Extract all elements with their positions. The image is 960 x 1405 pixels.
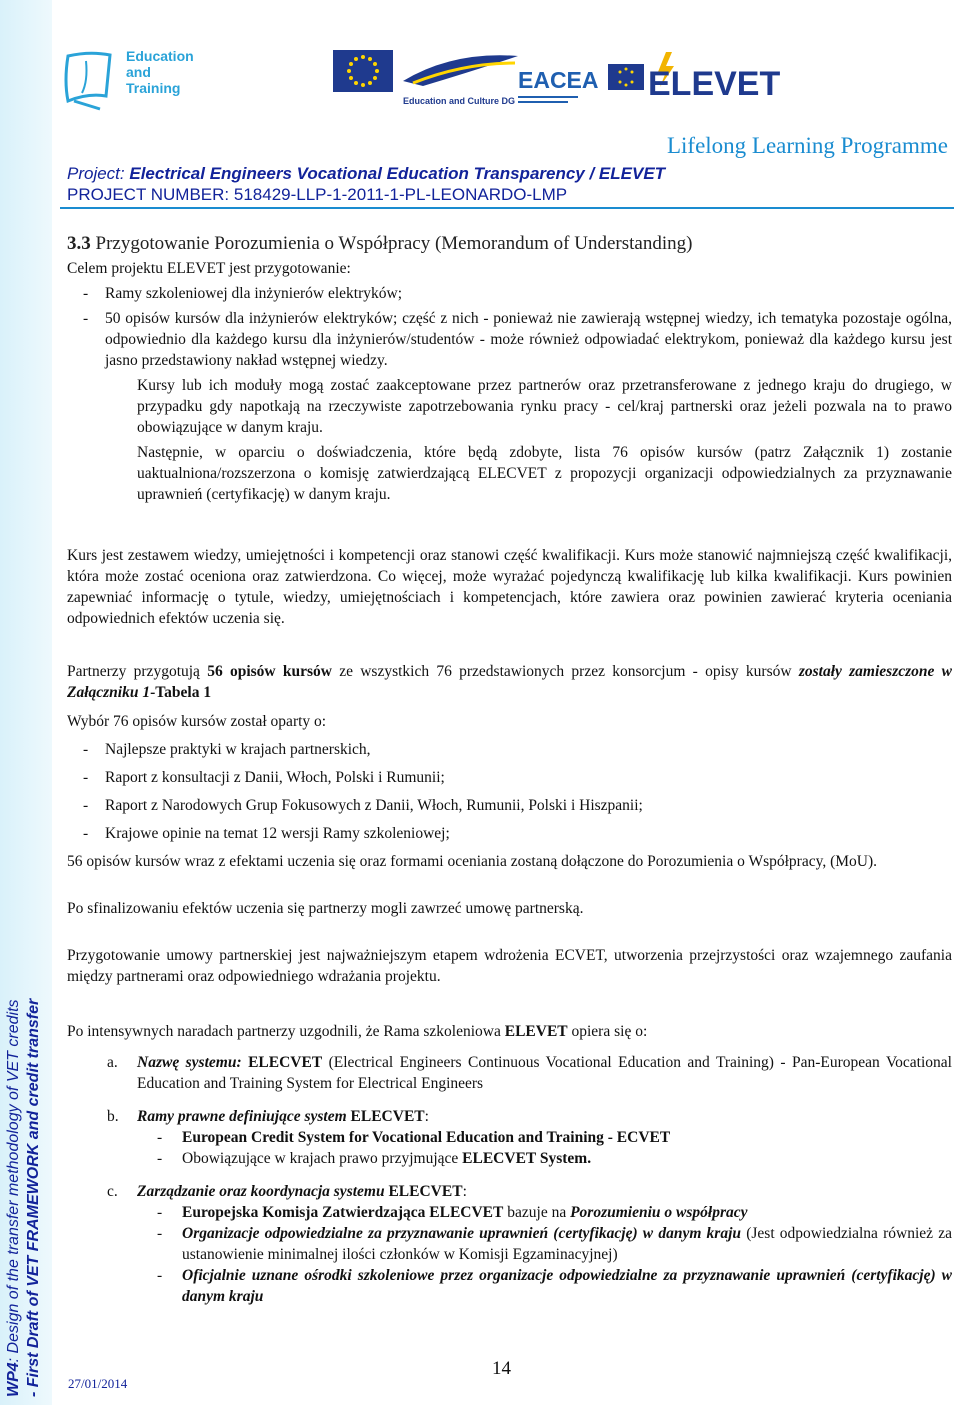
para-mou: 56 opisów kursów wraz z efektami uczenia się oraz formami oceniania zostaną dołączone do Porozumienia o Współpracy, (MoU). (67, 853, 878, 870)
p4-c: ze wszystkich 76 przedstawionych przez konsorcjum - opisy kursów (331, 663, 799, 680)
eac-text: EACEA (518, 67, 599, 93)
llp-title: Lifelong Learning Programme (666, 133, 948, 158)
item-a-bold: ELECVET (241, 1054, 323, 1071)
item-b-italic: Ramy prawne definiujące system (137, 1108, 347, 1125)
item-a-italic: Nazwę systemu: (137, 1054, 242, 1071)
project-name: Electrical Engineers Vocational Education Transparency / ELEVET (129, 164, 666, 183)
p9-a: Po intensywnych naradach partnerzy uzgodnili, że Rama szkoleniowa (67, 1023, 505, 1040)
eu-flag-logo (333, 50, 393, 92)
footer-date: 27/01/2014 (68, 1376, 128, 1391)
item-a-label: a. (107, 1054, 118, 1071)
header-logos (60, 36, 960, 116)
dg-text: Education and Culture DG (403, 96, 516, 106)
p4-e: -Tabela 1 (150, 684, 212, 701)
p9-b: ELEVET (504, 1023, 568, 1040)
selection-item-3: - Raport z Narodowych Grup Fokusowych z Danii, Włoch, Rumunii, Polski i Hiszpanii; (67, 795, 952, 816)
item-b-label: b. (107, 1108, 119, 1125)
education-culture-dg-logo (403, 41, 523, 111)
item-c-sub-1-italic: Porozumieniu o współpracy (570, 1204, 748, 1221)
item-c-sub-1-bold2: ELECVET (425, 1204, 504, 1221)
edu-text-1: Education (126, 48, 194, 64)
item-c-sub-1 (137, 1202, 952, 1223)
section-heading (67, 233, 952, 254)
item-b-bold: ELECVET (346, 1108, 425, 1125)
project-header (67, 163, 665, 205)
eacea-logo (518, 54, 599, 114)
p4-a: Partnerzy przygotują (67, 663, 208, 680)
item-c-text: : (462, 1183, 467, 1200)
sidebar-band (0, 0, 52, 1405)
item-b-sub-1-text: European Credit System for Vocational Education and Training - ECVET (182, 1129, 671, 1146)
project-prefix: Project: (67, 164, 125, 183)
item-c-sub-1-bold: Europejska Komisja Zatwierdzająca (182, 1204, 426, 1221)
selection-item-4: - Krajowe opinie na temat 12 wersji Ramy szkoleniowej; (67, 823, 952, 844)
section-number: 3.3 (67, 233, 91, 254)
item-c-sub-2-italic: Organizacje odpowiedzialne za przyznawanie uprawnień (certyfikację) w danym kraju (182, 1225, 742, 1242)
item-c-sub-2-text: (Jest odpowiedzialna również za ustanowienie minimalnej ilości członków w Komisji Egzaminacyjnej) (182, 1225, 952, 1263)
edu-text-3: Training (126, 80, 181, 96)
item-c (67, 1181, 952, 1202)
item-b (67, 1106, 952, 1127)
item-c-label: c. (107, 1183, 118, 1200)
item-c-bold: ELECVET (384, 1183, 463, 1200)
para-partners-prepare (67, 661, 952, 703)
para-intensive (67, 1021, 952, 1042)
item-c-sub-3-italic: Oficjalnie uznane ośrodki szkoleniowe przez organizacje odpowiedzialne za przyznawanie uprawnień (certyfikację) w danym kraju (182, 1267, 952, 1305)
header-rule (60, 207, 954, 209)
item-c-sub-2 (137, 1223, 952, 1265)
edu-text-2: and (126, 64, 151, 80)
item-a-text: (Electrical Engineers Continuous Vocational Education and Training) - Pan-European Vocational Education and Training System for Electrical Engineers (137, 1054, 952, 1092)
project-number: PROJECT NUMBER: 518429-LLP-1-2011-1-PL-LEONARDO-LMP (67, 185, 568, 204)
goal-item-1: - Ramy szkoleniowej dla inżynierów elektryków; (67, 283, 952, 304)
item-c-italic: Zarządzanie oraz koordynacja systemu (137, 1183, 385, 1200)
sidebar-wp: WP4 (5, 1362, 22, 1397)
elevet-logo (608, 52, 781, 103)
page-number: 14 (492, 1358, 511, 1379)
p9-c: opiera się o: (567, 1023, 648, 1040)
p4-b: 56 opisów kursów (207, 663, 332, 680)
elevet-text: ELEVET (648, 65, 781, 103)
sidebar-vertical-text (4, 247, 52, 1397)
para-course-definition: Kurs jest zestawem wiedzy, umiejętności i kompetencji oraz stanowi część kwalifikacji. Kurs może stanowić najmniejszą część kwalifikacji, która może zostać oceniona oraz zatwierdzona. Co więcej, może wyrażać pojedynczą kwalifikację lub kilka kwalifikacji. Kurs powinien zapewniać informację o tytule, wiedzy, umiejętnościach i kompetencjach, które zawiera oraz powinien zawierać kryteria oceniania odpowiednich efektów uczenia się. (67, 547, 952, 627)
sidebar-line2: - First Draft of VET FRAMEWORK and credit transfer (25, 998, 42, 1397)
para-selection: Wybór 76 opisów kursów został oparty o: (67, 713, 327, 730)
section-title: Przygotowanie Porozumienia o Współpracy (Memorandum of Understanding) (95, 233, 693, 254)
item-b-sub-1 (137, 1127, 952, 1148)
para-next-steps: Następnie, w oparciu o doświadczenia, które będą zdobyte, lista 76 opisów kursów (patrz Załącznik 1) zostanie uaktualniona/rozszerzona o komisję zatwierdzającą ELECVET z propozycji organizacji odpowiedzialnych za przyznawanie uprawnień (certyfikację) w danym kraju. (137, 444, 952, 503)
education-training-logo (60, 41, 200, 116)
item-b-text: : (424, 1108, 429, 1125)
item-b-sub-2-text: Obowiązujące w krajach prawo przyjmujące (182, 1150, 463, 1167)
sidebar-line1: : Design of the transfer methodology of VET credits (5, 999, 22, 1363)
para-agreement: Przygotowanie umowy partnerskiej jest najważniejszym etapem wdrożenia ECVET, utworzenia przejrzystości oraz wzajemnego zaufania między partnerami oraz odpowiedniego wdrażania projektu. (67, 947, 952, 985)
item-c-sub-3 (137, 1265, 952, 1307)
selection-item-2: - Raport z konsultacji z Danii, Włoch, Polski i Rumunii; (67, 767, 952, 788)
para-courses-modules: Kursy lub ich moduły mogą zostać zaakceptowane przez partnerów oraz przetransferowane z jednego kraju do drugiego, w przypadku gdy napotkają na rzeczywiste zapotrzebowania rynku pracy - cel/kraj partnerski oraz jeżeli pozwala na to prawo obowiązujące w danym kraju. (137, 377, 952, 436)
section-3-3 (67, 233, 952, 505)
para-finalizing: Po sfinalizowaniu efektów uczenia się partnerzy mogli zawrzeć umowę partnerską. (67, 900, 584, 917)
goal-item-2: - 50 opisów kursów dla inżynierów elektryków; część z nich - ponieważ nie zawierają wstępnej wiedzy, ich tematyka pozostaje ogólna, odpowiednio dla każdego kursu dla inżynierów/studentów - może również odpowiadać elektrykom, ponieważ dla każdego kursu jest jasno przedstawiony nakład wstępnej wiedzy. (67, 308, 952, 371)
item-b-sub-2-bold: ELECVET System. (462, 1150, 592, 1167)
body-text (67, 545, 952, 1307)
item-a (67, 1052, 952, 1094)
item-b-sub-2 (137, 1148, 952, 1169)
selection-item-1: - Najlepsze praktyki w krajach partnerskich, (67, 739, 952, 760)
p4-d: zostały zamieszczone w Załączniku 1 (67, 663, 952, 701)
item-c-sub-1-text: bazuje na (503, 1204, 571, 1221)
section-intro: Celem projektu ELEVET jest przygotowanie: (67, 260, 351, 277)
